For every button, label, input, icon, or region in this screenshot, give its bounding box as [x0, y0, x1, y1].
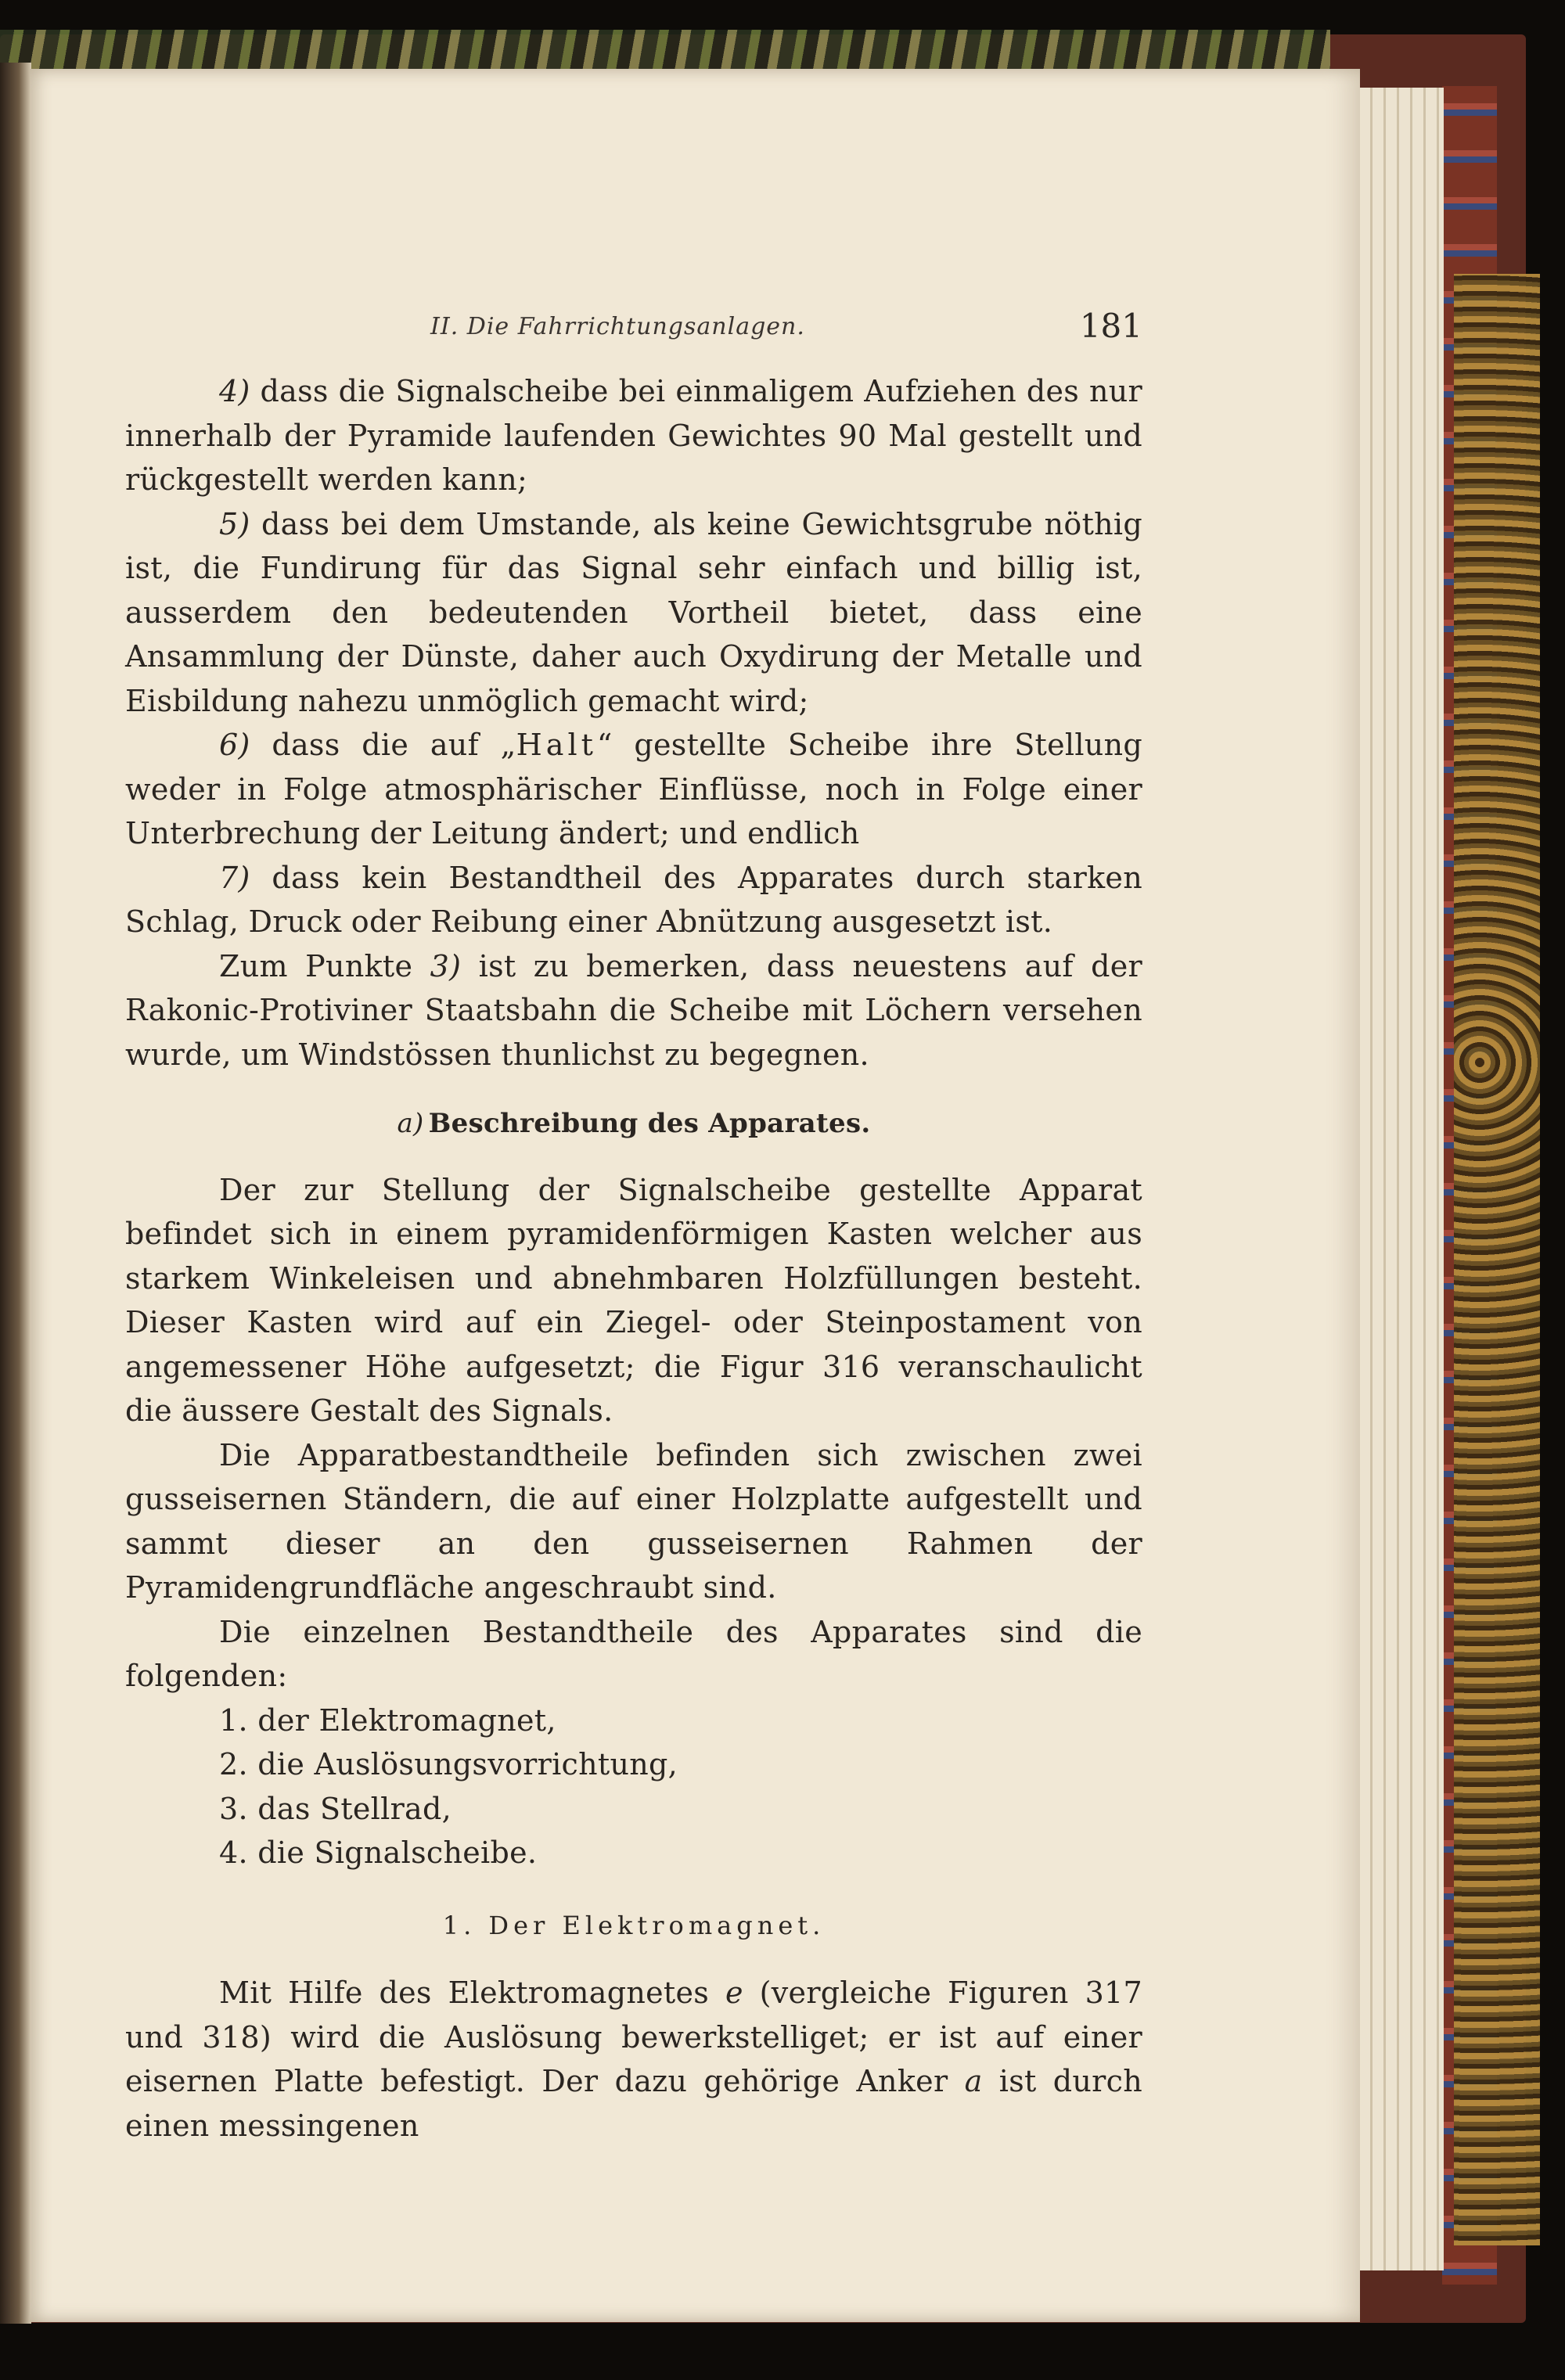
paragraph-7 [125, 856, 1142, 944]
section-heading [125, 1102, 1142, 1146]
item-marker: 5) [219, 506, 250, 541]
list-item: 3. das Stellrad, [219, 1791, 452, 1826]
paragraph-text: ist zu bemerken, dass neuestens auf der Rakonic-Protiviner Staatsbahn die Scheibe mit Löchern versehen wurde, um Windstössen thunlichst zu begegnen. [125, 948, 1142, 1072]
marbled-endpaper [1454, 274, 1540, 2245]
symbol-a: a [964, 2064, 983, 2098]
section-label: a) [397, 1108, 424, 1139]
paragraph-text: ist durch einen messingenen [125, 2064, 1142, 2143]
paragraph-text: “ gestellte Scheibe ihre Stellung weder in Folge atmosphärischer Einflüsse, noch in Folge einer Unterbrechung der Leitung ändert; und endlich [125, 728, 1142, 850]
paragraph-10: Die Apparatbestandtheile befinden sich zwischen zwei gusseisernen Ständern, die auf einer Holzplatte aufgestellt und sammt dieser an den gusseisernen Rahmen der Pyramidengrundfläche angeschraubt sind. [125, 1437, 1142, 1605]
paragraph-6 [125, 723, 1142, 856]
paragraph-8 [125, 944, 1142, 1077]
paragraph-11: Die einzelnen Bestandtheile des Apparates sind die folgenden: [125, 1614, 1142, 1693]
page-edges [1358, 88, 1444, 2270]
paragraph-text: dass bei dem Umstande, als keine Gewichtsgrube nöthig ist, die Fundirung für das Signal sehr einfach und billig ist, ausserdem den bedeutenden Vortheil bietet, dass eine Ansammlung der Dünste, daher auch Oxydirung der Metalle und Eisbildung nahezu unmöglich gemacht wird; [125, 506, 1142, 718]
list-item: 4. die Signalscheibe. [219, 1835, 538, 1870]
list-item: 1. der Elektromagnet, [219, 1702, 556, 1738]
section-title: Beschreibung des Apparates. [428, 1108, 871, 1139]
left-page-edge [0, 63, 31, 2324]
paragraph-text: dass kein Bestandtheil des Apparates durch starken Schlag, Druck oder Reibung einer Abnützung ausgesetzt ist. [125, 860, 1142, 939]
paragraph-text: (vergleiche Figuren 317 und 318) wird die Auslösung bewerkstelliget; er ist auf einer eisernen Platte befestigt. Der dazu gehörige Anker [125, 1976, 1142, 2098]
paragraph-text: dass die Signalscheibe bei einmaligem Aufziehen des nur innerhalb der Pyramide laufenden Gewichtes 90 Mal gestellt und rückgestellt werden kann; [125, 374, 1142, 497]
item-marker: 3) [430, 948, 462, 983]
item-marker: 4) [219, 374, 250, 408]
paragraph-5 [125, 502, 1142, 724]
item-marker: 6) [219, 728, 250, 762]
paragraph-text: dass die auf „ [250, 728, 516, 762]
page-header [125, 307, 1142, 354]
paragraph-12 [125, 1971, 1142, 2148]
paragraph-4 [125, 369, 1142, 502]
paragraph-text: Mit Hilfe des Elektromagnetes [219, 1976, 725, 2010]
symbol-e: e [725, 1976, 743, 2010]
paragraph-9: Der zur Stellung der Signalscheibe gestellte Apparat befindet sich in einem pyramidenförmigen Kasten welcher aus starkem Winkeleisen und abnehmbaren Holzfüllungen besteht. Dieser Kasten wird auf ein Ziegel- oder Steinpostament von angemessener Höhe aufgesetzt; die Figur 316 veranschaulicht die äussere Gestalt des Signals. [125, 1172, 1142, 1428]
item-marker: 7) [219, 860, 250, 895]
page-number: 181 [1079, 307, 1142, 345]
subsection-heading: 1. Der Elektromagnet. [442, 1910, 826, 1940]
list-item: 2. die Auslösungsvorrichtung, [219, 1747, 678, 1781]
marbled-top-edge [0, 30, 1330, 74]
running-title: II. Die Fahrrichtungsanlagen. [430, 313, 805, 340]
page-text [125, 369, 1142, 2148]
paragraph-text: Zum Punkte [219, 948, 430, 983]
halt-word: Halt [516, 728, 597, 762]
